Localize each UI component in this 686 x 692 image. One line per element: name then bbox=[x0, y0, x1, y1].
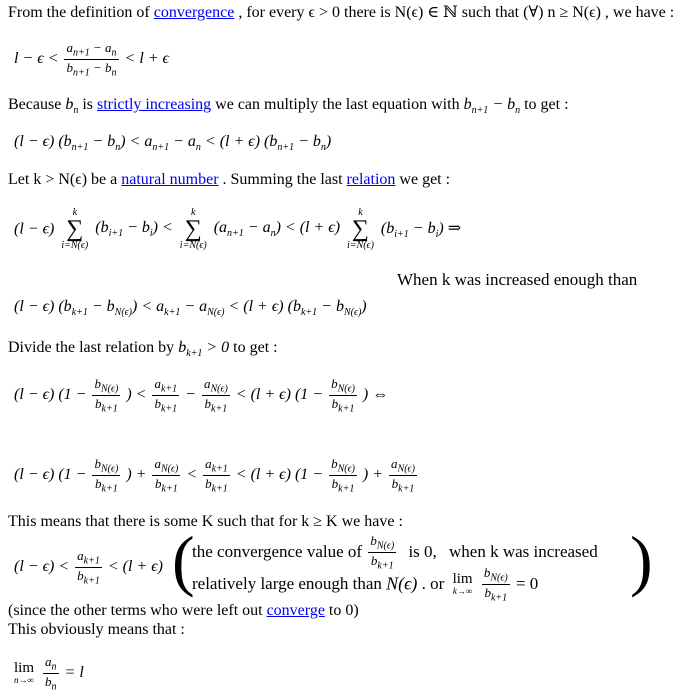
equation-final: lim n→∞ $\frac{a_n}{b_n}$ = l bbox=[14, 654, 84, 692]
link-convergence[interactable]: convergence bbox=[153, 4, 235, 21]
intro-sentence bbox=[8, 2, 674, 22]
paragraph-increasing: Because $b_n$ is strictly increasing we can multiply the last equation with $b_{n+1} - b_n$ to get : bbox=[8, 96, 569, 117]
fraction: $\frac{a_{n+1} - a_n}{b_{n+1} - b_n}$ bbox=[66, 40, 117, 79]
paragraph-divide: Divide the last relation by $b_{k+1} > 0$ to get : bbox=[8, 339, 278, 360]
brace-line-2: relatively large enough than N(ϵ) . or lim k→∞ $\frac{b_{N(\epsilon)}}{b_{k+1}}$ = 0 bbox=[192, 565, 539, 604]
equation-2: (l − ϵ) $(b_{n+1} - b_n) < a_{n+1} - a_n < (l + \epsilon) (b_{n+1} - b_n)$ bbox=[14, 133, 332, 154]
equation-4: (l − ϵ) $(b_{k+1} - b_{N(\epsilon)}) < a_{k+1} - a_{N(\epsilon)} < (l + \epsilon) (b_{k+1} - b_{N(\epsilon)})$ bbox=[14, 298, 367, 319]
intro-text-rest: , for every ϵ > 0 there is N(ϵ) ∈ ℕ such that (∀) n ≥ N(ϵ) , we have : bbox=[238, 4, 675, 21]
link-converge[interactable]: converge bbox=[266, 602, 325, 619]
paragraph-obviously: This obviously means that : bbox=[8, 621, 185, 638]
equation-3-sums: (l − ϵ) k ∑ i=N(ϵ) $(b_{i+1} - b_i)$ < k ∑ i=N(ϵ) $(a_{n+1} - a_n) < (l + \epsilon)$ k ∑ i=N(ϵ) $(b_{i+1} - b_i)$ ⇒ bbox=[14, 207, 462, 251]
link-strictly-increasing[interactable]: strictly increasing bbox=[96, 96, 212, 113]
link-relation[interactable]: relation bbox=[346, 171, 396, 188]
paragraph-converge: (since the other terms who were left out converge to 0) bbox=[8, 602, 359, 619]
equation-6: (l − ϵ) (1 − $\frac{b_{N(\epsilon)}}{b_{k+1}}$ ) + $\frac{a_{N(\epsilon)}}{b_{k+1}}$ < $\frac{a_{k+1}}{b_{k+1}}$ < (l + ϵ) (1 − $\frac{b_{N(\epsilon)}}{b_{k+1}}$ ) + $\frac{a_{N(\epsilon)}}{b_{k+1}}$ bbox=[14, 456, 415, 495]
note-when-k-increased: When k was increased enough than bbox=[397, 270, 638, 289]
brace-line-1: the convergence value of $\frac{b_{N(\epsilon)}}{b_{k+1}}$ is 0, when k was increased bbox=[192, 533, 598, 572]
equation-7: (l − ϵ) < $\frac{a_{k+1}}{b_{k+1}}$ < (l + ϵ) bbox=[14, 548, 163, 587]
left-big-paren: ( bbox=[172, 522, 195, 598]
equation-1: l − ϵ < $\frac{a_{n+1} - a_n}{b_{n+1} - b_n}$ < l + ϵ bbox=[14, 40, 169, 79]
equation-5: (l − ϵ) (1 − $\frac{b_{N(\epsilon)}}{b_{k+1}}$ ) < $\frac{a_{k+1}}{b_{k+1}}$ − $\frac{a_{N(\epsilon)}}{b_{k+1}}$ < (l + ϵ) (1 − $\frac{b_{N(\epsilon)}}{b_{k+1}}$ ) ⇔ bbox=[14, 376, 389, 415]
intro-text: From the definition of bbox=[8, 4, 150, 21]
paragraph-exists-K: This means that there is some K such that for k ≥ K we have : bbox=[8, 513, 403, 530]
link-natural-number[interactable]: natural number bbox=[121, 171, 219, 188]
paragraph-summing: Let k > N(ϵ) be a natural number . Summing the last relation we get : bbox=[8, 171, 451, 188]
right-big-paren: ) bbox=[630, 522, 653, 598]
